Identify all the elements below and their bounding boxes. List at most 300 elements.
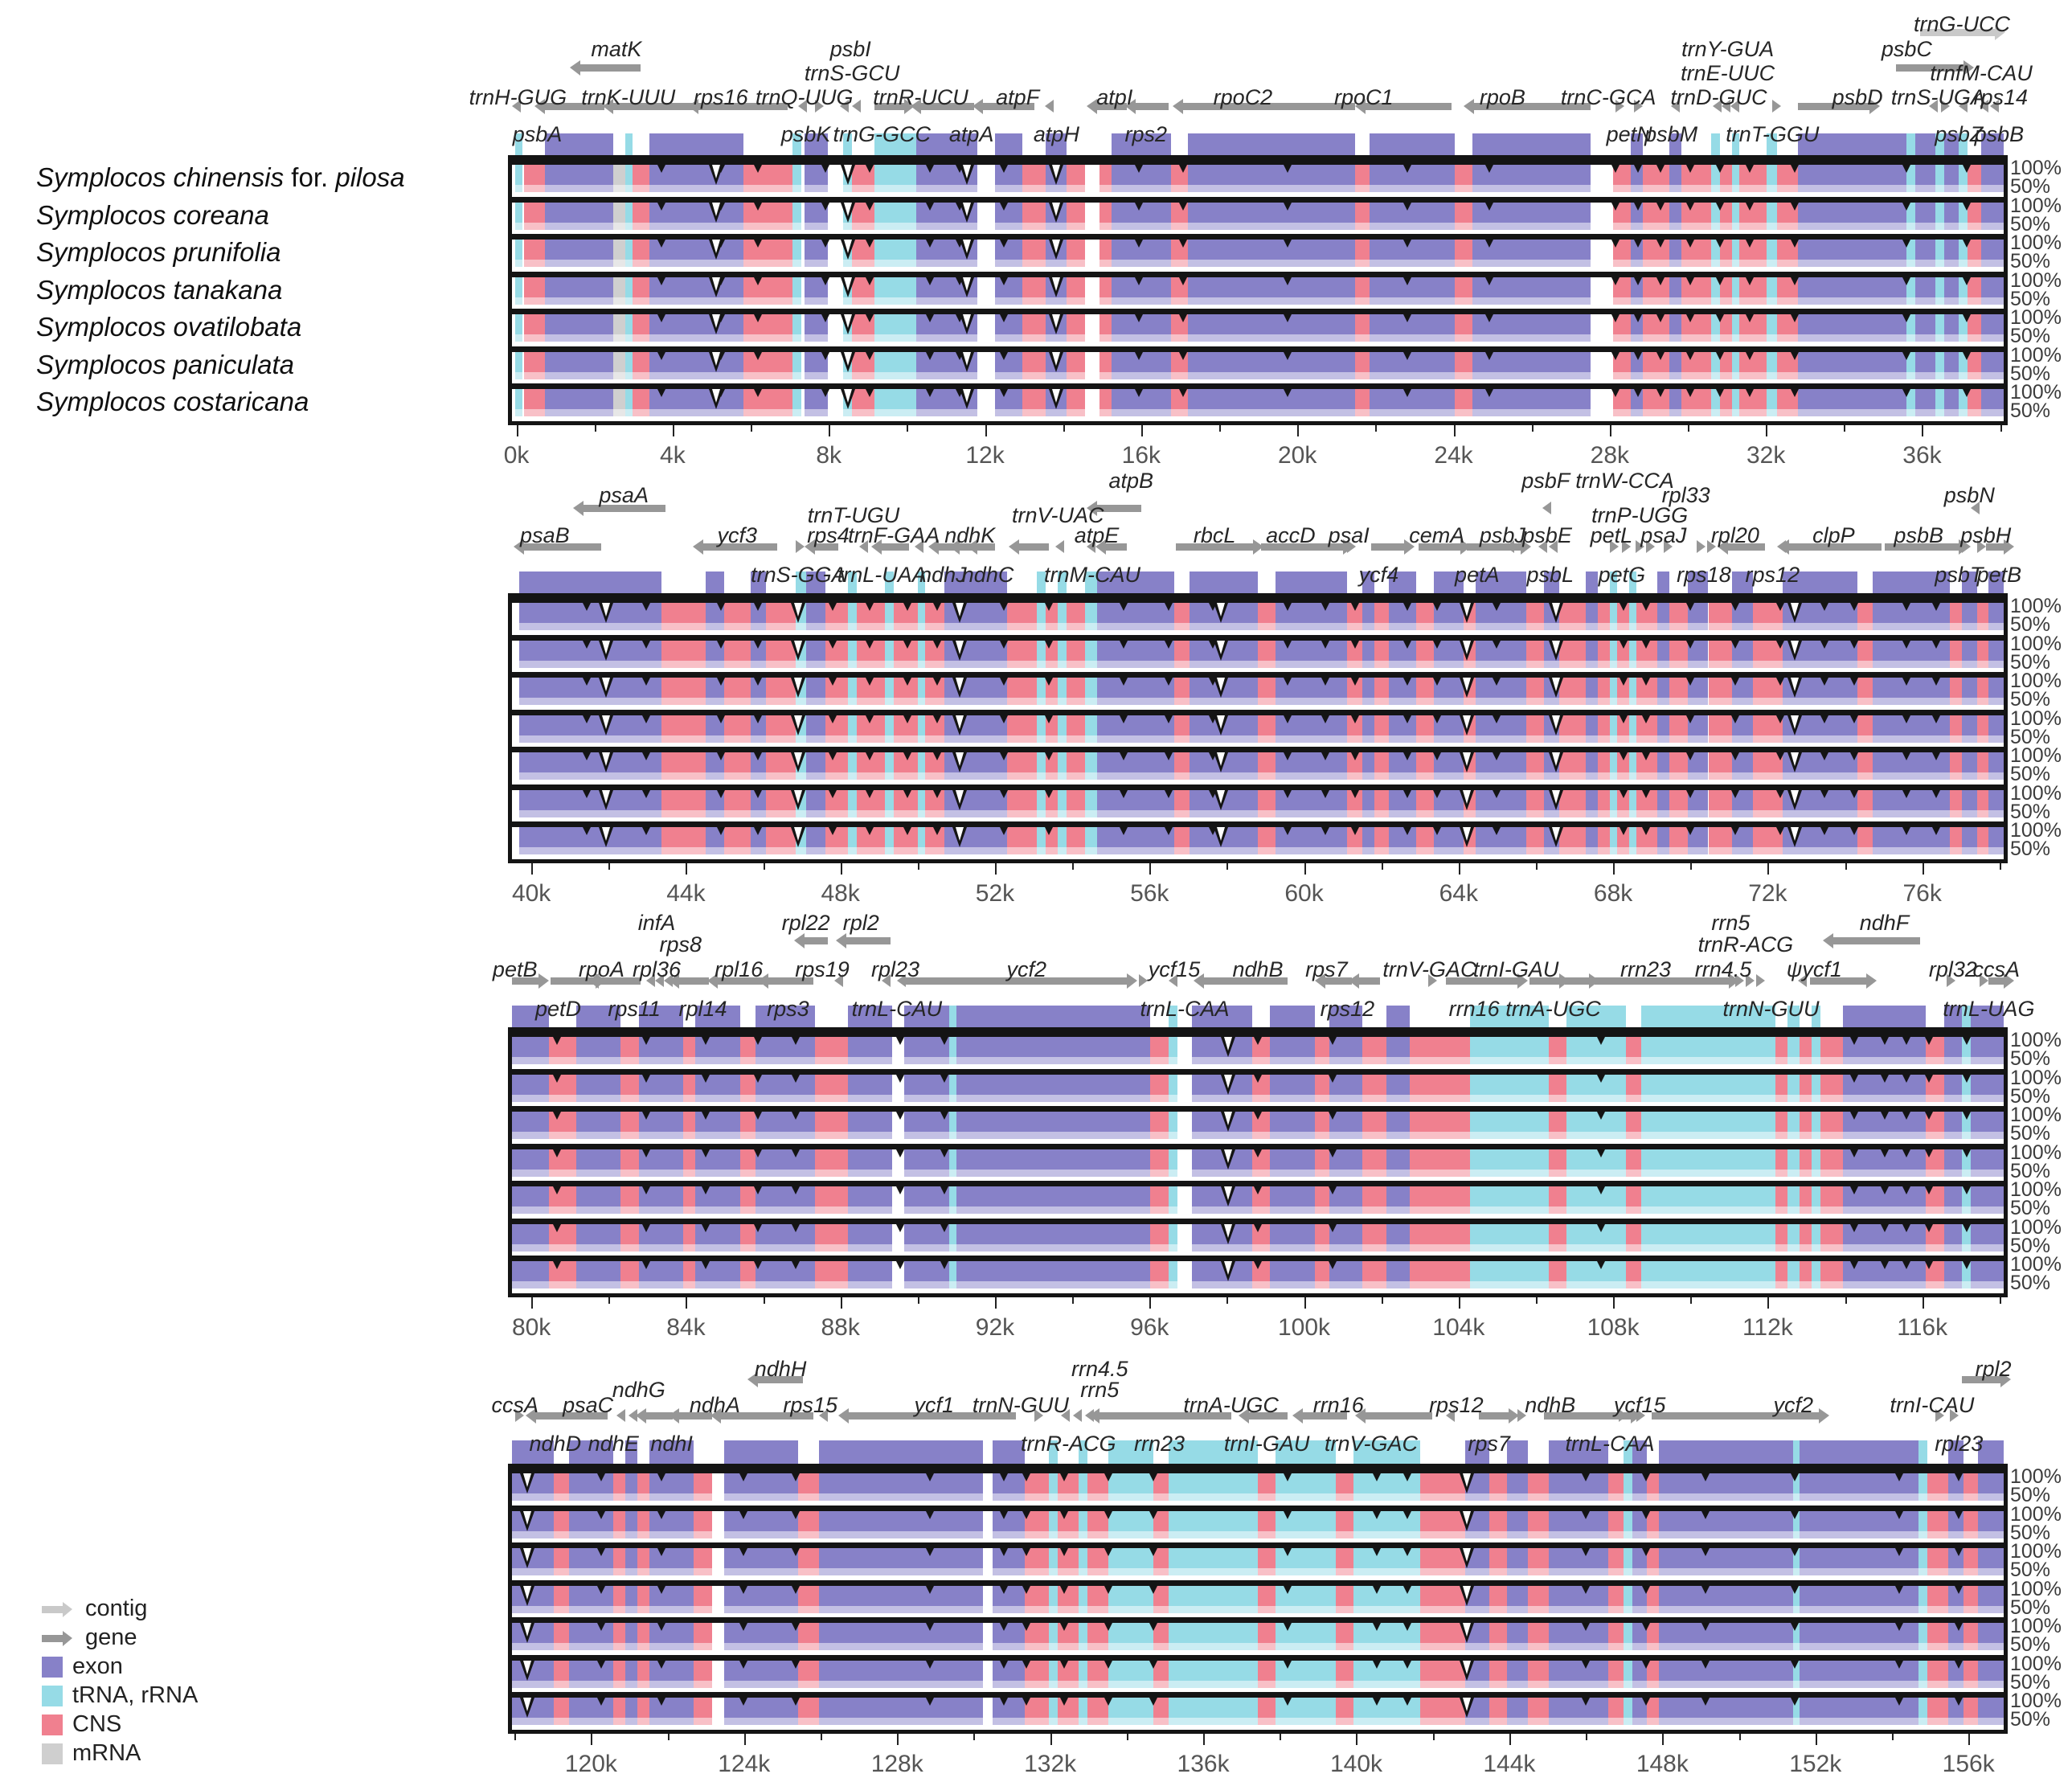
- legend-arrow-head: [63, 1602, 72, 1617]
- identity-dip: [1902, 165, 1910, 173]
- alignment-track: [512, 1580, 2004, 1618]
- identity-dip: [717, 641, 725, 649]
- species-name-part: pilosa: [335, 162, 405, 192]
- annotation-exon: [724, 1440, 799, 1465]
- axis-tick: [1613, 1297, 1615, 1309]
- track-lower-tint: [512, 1531, 2004, 1538]
- axis-tick: [1459, 1297, 1460, 1309]
- identity-dip: [1179, 203, 1187, 211]
- gene-label-rpl22: rpl22: [781, 911, 830, 935]
- identity-dip: [657, 277, 665, 285]
- identity-dip: [1686, 240, 1694, 248]
- identity-dip: [896, 1261, 904, 1269]
- scale-label-100: 100%: [2010, 781, 2062, 805]
- identity-dip: [1955, 1623, 1963, 1631]
- identity-dip: [1656, 165, 1665, 173]
- identity-dip: [1701, 1623, 1710, 1631]
- axis-label: 24k: [1434, 442, 1473, 469]
- track-lower-tint: [512, 1132, 2004, 1139]
- identity-dip: [1373, 1511, 1381, 1519]
- identity-dip: [821, 277, 829, 285]
- axis-label: 112k: [1742, 1314, 1793, 1341]
- identity-dip: [717, 603, 725, 611]
- identity-dip: [1850, 790, 1858, 798]
- identity-dip: [583, 715, 591, 723]
- scale-label-50: 50%: [2010, 1670, 2051, 1694]
- track-lower-tint: [512, 772, 2004, 780]
- track-lower-tint: [512, 1281, 2004, 1288]
- identity-dip: [926, 1661, 934, 1669]
- track-topline: [512, 1069, 2004, 1075]
- identity-dip: [1000, 1623, 1008, 1631]
- axis-tick: [1509, 1733, 1511, 1745]
- axis-label: 88k: [821, 1314, 860, 1341]
- identity-dip: [1597, 1149, 1605, 1157]
- scale-label-100: 100%: [2010, 670, 2062, 692]
- identity-dip: [1045, 790, 1053, 798]
- gene-label-cemA: cemA: [1409, 523, 1465, 547]
- identity-dip: [1284, 678, 1292, 686]
- deep-dip-inner: [844, 389, 852, 403]
- deep-dip-inner: [1552, 641, 1560, 654]
- deep-dip-inner: [1552, 790, 1560, 804]
- identity-dip: [1902, 715, 1910, 723]
- deep-dip-inner: [956, 603, 964, 617]
- identity-dip: [1403, 641, 1411, 649]
- gene-arrow: [1565, 977, 1589, 985]
- annotation-trna-rrna: [949, 1006, 956, 1030]
- identity-dip: [866, 827, 874, 835]
- identity-dip: [1284, 1548, 1292, 1556]
- gene-label-rpl23: rpl23: [1935, 1432, 1984, 1456]
- scale-label-100: 100%: [2010, 1029, 2062, 1051]
- identity-dip: [1820, 827, 1828, 835]
- identity-dip: [926, 389, 934, 397]
- gene-label-trnfM-CAU: trnfM-CAU: [1930, 61, 2033, 85]
- identity-dip: [754, 1186, 762, 1194]
- gene-label-ycf15: ycf15: [1148, 957, 1201, 981]
- deep-dip-inner: [1052, 277, 1060, 291]
- gene-label-psbB: psbB: [1894, 523, 1943, 547]
- deep-dip-inner: [1217, 790, 1225, 804]
- gene-label-trnP-UGG: trnP-UGG: [1591, 503, 1689, 527]
- identity-dip: [1791, 1511, 1799, 1519]
- axis-tick: [1280, 1733, 1281, 1740]
- gene-label-rpl33: rpl33: [1661, 483, 1710, 507]
- gene-label-rrn23: rrn23: [1620, 957, 1672, 981]
- axis-tick: [595, 424, 596, 432]
- species-name: [36, 275, 282, 305]
- scale-label-100: 100%: [2010, 1253, 2062, 1276]
- identity-dip: [792, 1112, 800, 1120]
- identity-dip: [754, 1149, 762, 1157]
- gene-label-trnT-GGU: trnT-GGU: [1726, 122, 1820, 146]
- track-lower-tint: [512, 1057, 2004, 1064]
- identity-dip: [1656, 203, 1665, 211]
- identity-dip: [642, 715, 650, 723]
- track-topline: [512, 747, 2004, 752]
- identity-dip: [657, 1586, 665, 1594]
- scale-label-100: 100%: [2010, 1502, 2062, 1526]
- axis-label: 56k: [1130, 880, 1169, 907]
- track-lower-tint: [512, 1493, 2004, 1501]
- gene-label-rpoA: rpoA: [578, 957, 624, 981]
- deep-dip-inner: [1552, 827, 1560, 841]
- scale-label-50: 50%: [2010, 763, 2051, 785]
- deep-dip-inner: [602, 641, 610, 654]
- deep-dip-inner: [1052, 165, 1060, 178]
- track-lower-tint: [512, 1606, 2004, 1613]
- species-name-part: Symplocos costaricana: [36, 387, 309, 416]
- identity-dip: [926, 1511, 934, 1519]
- gene-label-ycf15: ycf15: [1613, 1393, 1666, 1417]
- identity-dip: [1000, 1473, 1008, 1481]
- identity-dip: [657, 165, 665, 173]
- gene-label-psbJ: psbJ: [1479, 523, 1525, 547]
- axis-tick: [1536, 862, 1538, 870]
- deep-dip-inner: [844, 277, 852, 291]
- gene-arrowhead: [1772, 100, 1781, 113]
- identity-dip: [940, 1037, 948, 1045]
- alignment-track: [512, 234, 2004, 272]
- identity-dip: [1060, 1661, 1068, 1669]
- identity-dip: [1776, 641, 1784, 649]
- track-lower-tint: [512, 1170, 2004, 1177]
- identity-dip: [926, 1698, 934, 1706]
- identity-dip: [597, 1473, 605, 1481]
- identity-dip: [1135, 277, 1143, 285]
- identity-dip: [1060, 1698, 1068, 1706]
- identity-dip: [1955, 1511, 1963, 1519]
- deep-dip-inner: [963, 277, 971, 291]
- identity-dip: [1149, 1586, 1157, 1594]
- scale-label-50: 50%: [2010, 250, 2051, 272]
- identity-dip: [866, 790, 874, 798]
- identity-dip: [1716, 352, 1724, 360]
- deep-dip-inner: [1552, 603, 1560, 617]
- scale-label-50: 50%: [2010, 1484, 2051, 1506]
- identity-dip: [1820, 715, 1828, 723]
- alignment-track: [512, 1031, 2004, 1069]
- identity-dip: [1284, 1511, 1292, 1519]
- axis-tick: [918, 862, 919, 870]
- deep-dip-inner: [1224, 1149, 1232, 1163]
- gene-label-atpB: atpB: [1108, 469, 1154, 493]
- deep-dip-inner: [963, 165, 971, 178]
- identity-dip: [1104, 1661, 1112, 1669]
- track-topline: [512, 1580, 2004, 1586]
- deep-dip-inner: [794, 790, 802, 804]
- axis-tick: [1433, 1733, 1435, 1740]
- identity-dip: [1165, 715, 1173, 723]
- axis-tick: [517, 424, 518, 436]
- track-topline: [512, 1181, 2004, 1186]
- annotation-exon: [1586, 572, 1598, 596]
- identity-dip: [1329, 1037, 1337, 1045]
- track-topline: [512, 234, 2004, 240]
- gene-label-petN: petN: [1606, 122, 1652, 146]
- identity-dip: [1611, 314, 1620, 322]
- identity-dip: [717, 678, 725, 686]
- identity-dip: [1850, 1261, 1858, 1269]
- identity-dip: [926, 1623, 934, 1631]
- deep-dip-inner: [523, 1473, 531, 1487]
- deep-dip-inner: [1791, 752, 1799, 766]
- identity-dip: [597, 1586, 605, 1594]
- identity-dip: [1135, 165, 1143, 173]
- trna-swatch-icon: [42, 1686, 63, 1706]
- identity-dip: [553, 1186, 561, 1194]
- identity-dip: [1731, 678, 1739, 686]
- identity-dip: [1746, 165, 1754, 173]
- identity-dip: [940, 1186, 948, 1194]
- gene-label-trnR-ACG: trnR-ACG: [1697, 932, 1794, 957]
- annotation-exon: [1188, 133, 1355, 158]
- gene-label-atpI: atpI: [1096, 85, 1133, 109]
- identity-dip: [1850, 1037, 1858, 1045]
- identity-dip: [1284, 790, 1292, 798]
- deep-dip-inner: [523, 1623, 531, 1637]
- identity-dip: [1149, 1473, 1157, 1481]
- identity-dip: [1634, 240, 1642, 248]
- deep-dip-inner: [1224, 1075, 1232, 1088]
- annotation-exon: [1370, 133, 1455, 158]
- scale-label-100: 100%: [2010, 194, 2062, 217]
- identity-dip: [926, 240, 934, 248]
- axis-tick: [1968, 1733, 1970, 1745]
- identity-dip: [1620, 790, 1628, 798]
- identity-dip: [1433, 641, 1441, 649]
- identity-dip: [866, 314, 874, 322]
- identity-dip: [1485, 240, 1493, 248]
- deep-dip-inner: [712, 203, 720, 216]
- gene-label-rrn4.5: rrn4.5: [1071, 1357, 1128, 1381]
- identity-dip: [1642, 790, 1650, 798]
- legend-label: tRNA, rRNA: [72, 1682, 199, 1708]
- identity-dip: [1373, 1548, 1381, 1556]
- axis-tick: [1739, 1733, 1741, 1740]
- identity-dip: [583, 790, 591, 798]
- gene-label-psbI: psbI: [829, 37, 871, 61]
- track-topline: [512, 1256, 2004, 1261]
- gene-label-rps19: rps19: [795, 957, 850, 981]
- identity-dip: [1895, 1661, 1903, 1669]
- axis-label: 0k: [503, 442, 530, 469]
- gene-label-psaJ: psaJ: [1640, 523, 1687, 547]
- deep-dip-inner: [712, 352, 720, 366]
- gene-label-trnK-UUU: trnK-UUU: [581, 85, 676, 109]
- deep-dip-inner: [844, 240, 852, 253]
- alignment-track: [512, 1219, 2004, 1256]
- identity-dip: [1925, 1037, 1933, 1045]
- scale-label-50: 50%: [2010, 175, 2051, 198]
- scale-label-50: 50%: [2010, 1197, 2051, 1219]
- deep-dip-inner: [1463, 1511, 1471, 1525]
- gene-arrow: [1136, 103, 1169, 110]
- identity-dip: [1955, 1586, 1963, 1594]
- identity-dip: [1135, 314, 1143, 322]
- identity-dip: [1165, 603, 1173, 611]
- annotation-exon: [995, 133, 1022, 158]
- gene-label-rps14: rps14: [1973, 85, 2029, 109]
- identity-dip: [1060, 1548, 1068, 1556]
- identity-dip: [717, 752, 725, 760]
- identity-dip: [1642, 1511, 1650, 1519]
- identity-dip: [866, 641, 874, 649]
- identity-dip: [1104, 1473, 1112, 1481]
- alignment-track: [512, 383, 2004, 421]
- identity-dip: [1686, 715, 1694, 723]
- track-lower-tint: [512, 409, 2004, 416]
- deep-dip-inner: [523, 1548, 531, 1562]
- alignment-track: [512, 1506, 2004, 1543]
- deep-dip-inner: [794, 641, 802, 654]
- gene-label-rrn5: rrn5: [1080, 1378, 1120, 1402]
- deep-dip-inner: [712, 314, 720, 328]
- identity-dip: [1149, 1623, 1157, 1631]
- gene-label-trnC-GCA: trnC-GCA: [1560, 85, 1656, 109]
- identity-dip: [792, 1261, 800, 1269]
- identity-dip: [821, 240, 829, 248]
- deep-dip-inner: [1463, 715, 1471, 729]
- identity-dip: [1104, 1698, 1112, 1706]
- identity-dip: [1254, 1186, 1262, 1194]
- axis-label: 40k: [511, 880, 551, 907]
- identity-dip: [1731, 603, 1739, 611]
- identity-dip: [1329, 1112, 1337, 1120]
- identity-dip: [1791, 1661, 1799, 1669]
- identity-dip: [1433, 827, 1441, 835]
- axis-tick: [985, 424, 987, 436]
- identity-dip: [1611, 277, 1620, 285]
- deep-dip-inner: [794, 752, 802, 766]
- axis-label: 124k: [718, 1751, 771, 1777]
- track-lower-tint: [512, 1718, 2004, 1725]
- gene-label-ycf4: ycf4: [1358, 563, 1399, 587]
- identity-dip: [1634, 352, 1642, 360]
- annotation-trna-rrna: [1906, 133, 1915, 158]
- identity-dip: [642, 678, 650, 686]
- axis-tick: [1072, 1297, 1074, 1304]
- identity-dip: [1850, 1112, 1858, 1120]
- axis-label: 120k: [564, 1751, 617, 1777]
- track-topline: [512, 309, 2004, 314]
- identity-dip: [1582, 1623, 1590, 1631]
- identity-dip: [1582, 1698, 1590, 1706]
- gene-label-petG: petG: [1598, 563, 1646, 587]
- identity-dip: [940, 1261, 948, 1269]
- gene-label-ndhK: ndhK: [944, 523, 996, 547]
- legend-arrow-bar: [42, 1635, 63, 1642]
- identity-dip: [1321, 715, 1329, 723]
- identity-dip: [657, 1548, 665, 1556]
- deep-dip-inner: [1052, 314, 1060, 328]
- deep-dip-inner: [1217, 827, 1225, 841]
- axis-tick: [1688, 424, 1689, 432]
- axis-tick: [608, 1297, 610, 1304]
- identity-dip: [933, 827, 941, 835]
- axis-tick: [1297, 424, 1299, 436]
- gene-label-psbT: psbT: [1935, 563, 1984, 587]
- deep-dip-inner: [602, 678, 610, 691]
- identity-dip: [1485, 352, 1493, 360]
- axis-tick: [1766, 424, 1767, 436]
- identity-dip: [829, 790, 837, 798]
- deep-dip-inner: [794, 678, 802, 691]
- identity-dip: [1932, 603, 1940, 611]
- alignment-track: [512, 747, 2004, 785]
- legend-label: mRNA: [72, 1740, 141, 1766]
- identity-dip: [1932, 827, 1940, 835]
- gene-label-matK: matK: [591, 37, 642, 61]
- identity-dip: [866, 752, 874, 760]
- identity-dip: [1820, 641, 1828, 649]
- track-lower-tint: [512, 260, 2004, 267]
- identity-dip: [1611, 203, 1620, 211]
- gene-label-rpl16: rpl16: [715, 957, 764, 981]
- gene-label-trnG-UCC: trnG-UCC: [1914, 12, 2011, 36]
- axis-label: 4k: [660, 442, 686, 469]
- deep-dip-inner: [1463, 827, 1471, 841]
- annotation-trna-rrna: [1793, 1440, 1799, 1465]
- identity-dip: [940, 1075, 948, 1083]
- identity-dip: [829, 827, 837, 835]
- axis-tick: [1063, 424, 1065, 432]
- identity-dip: [1373, 1698, 1381, 1706]
- identity-dip: [1686, 314, 1694, 322]
- gene-arrow: [1366, 1412, 1433, 1420]
- identity-dip: [657, 1511, 665, 1519]
- identity-dip: [1642, 827, 1650, 835]
- track-lower-tint: [512, 223, 2004, 230]
- identity-dip: [1597, 1261, 1605, 1269]
- identity-dip: [1850, 603, 1858, 611]
- axis-tick: [514, 1733, 516, 1740]
- gene-label-psaI: psaI: [1328, 523, 1370, 547]
- annotation-exon: [819, 1440, 983, 1465]
- track-lower-tint: [512, 810, 2004, 817]
- identity-dip: [754, 1112, 762, 1120]
- identity-dip: [1493, 603, 1501, 611]
- identity-dip: [1686, 790, 1694, 798]
- identity-dip: [1000, 715, 1008, 723]
- gene-label-trnM-CAU: trnM-CAU: [1043, 563, 1140, 587]
- identity-dip: [1485, 165, 1493, 173]
- deep-dip-inner: [1463, 603, 1471, 617]
- identity-dip: [933, 678, 941, 686]
- identity-dip: [1493, 715, 1501, 723]
- axis-label: 44k: [666, 880, 706, 907]
- alignment-track: [512, 1069, 2004, 1107]
- alignment-track: [512, 635, 2004, 673]
- identity-dip: [1179, 314, 1187, 322]
- track-topline: [512, 159, 2004, 165]
- axis-label: 60k: [1284, 880, 1324, 907]
- axis-tick: [1767, 862, 1769, 875]
- identity-dip: [1000, 314, 1008, 322]
- identity-dip: [1582, 1473, 1590, 1481]
- gene-label-rpoC2: rpoC2: [1213, 85, 1273, 109]
- identity-dip: [1284, 389, 1292, 397]
- identity-dip: [754, 1261, 762, 1269]
- identity-dip: [754, 314, 762, 322]
- identity-dip: [1284, 715, 1292, 723]
- identity-dip: [754, 641, 762, 649]
- axis-label: 152k: [1789, 1751, 1842, 1777]
- identity-dip: [903, 641, 911, 649]
- axis-tick: [897, 1733, 899, 1745]
- identity-dip: [1403, 165, 1411, 173]
